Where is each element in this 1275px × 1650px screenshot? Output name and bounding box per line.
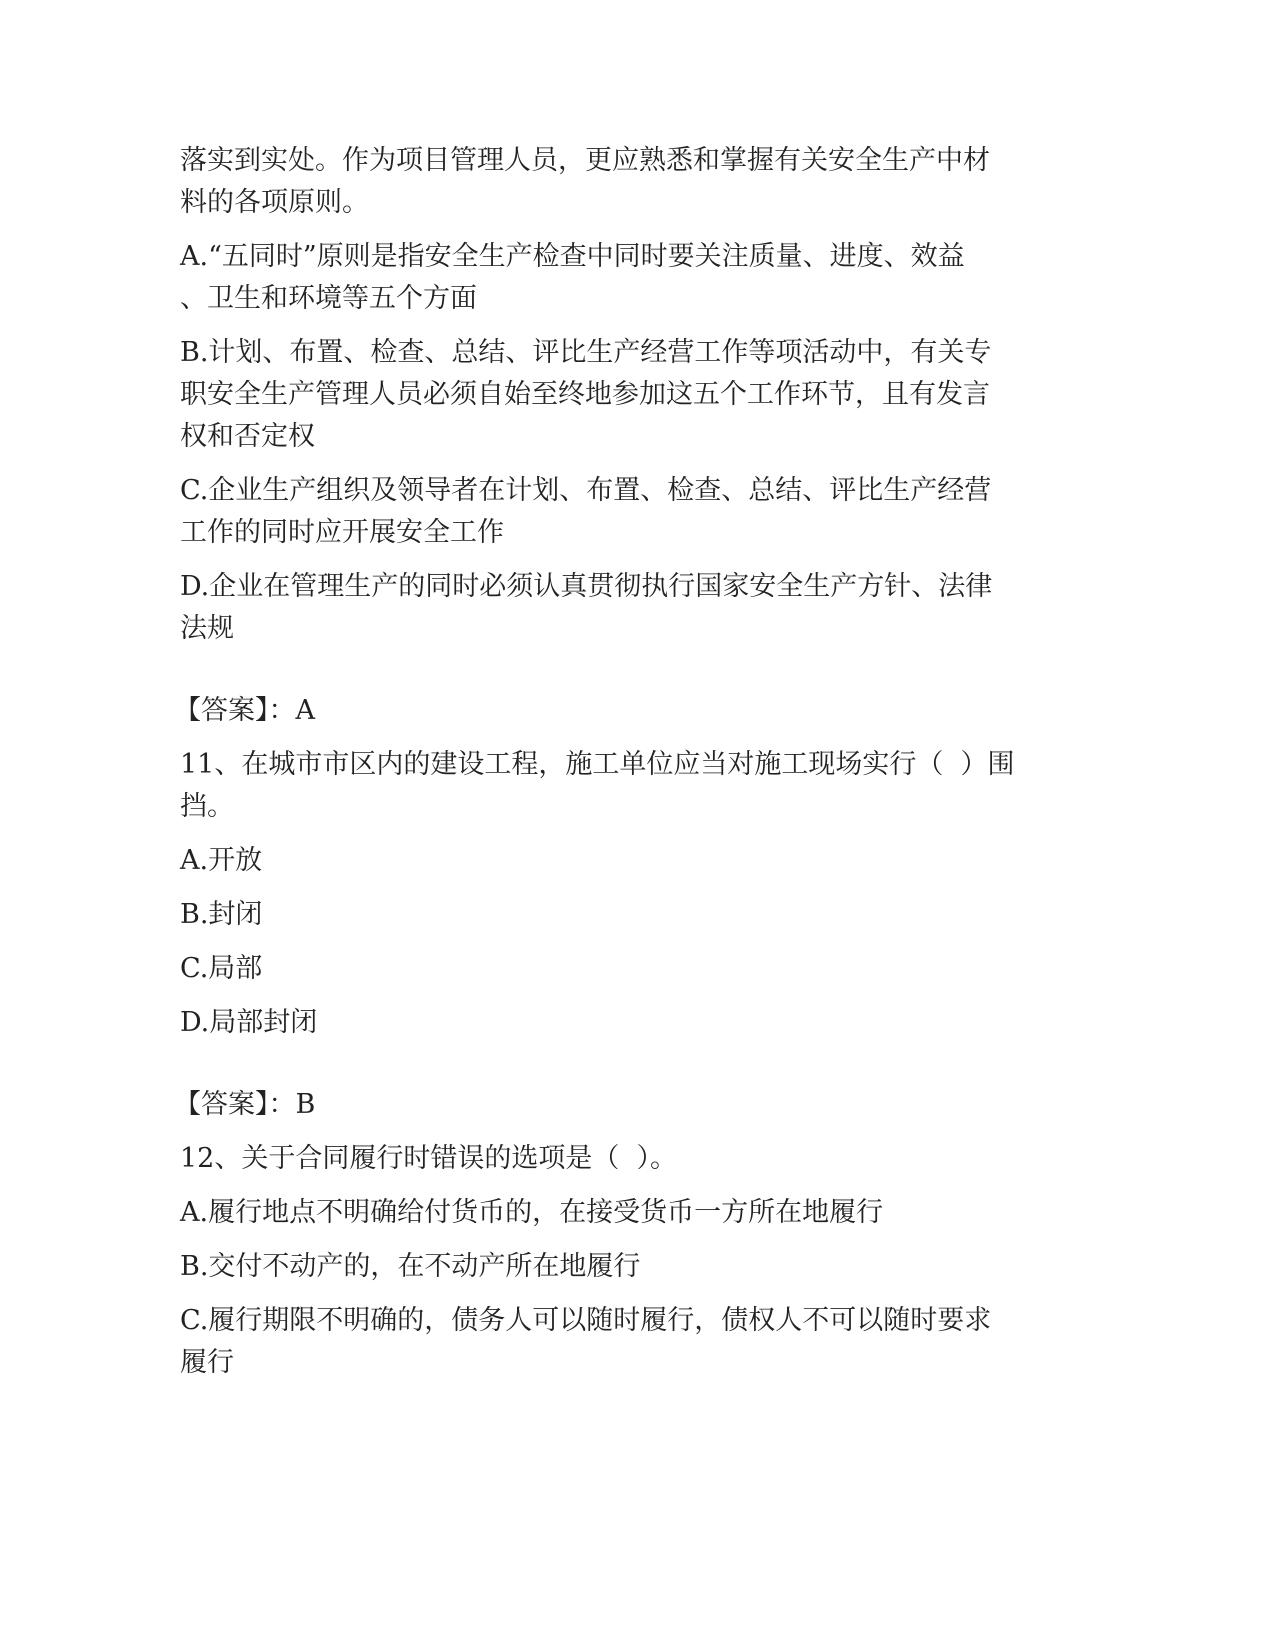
text-line: D.企业在管理生产的同时必须认真贯彻执行国家安全生产方针、法律 [180,571,993,602]
text-line: 12、关于合同履行时错误的选项是（ ）。 [180,1143,678,1174]
question-12-option-c [180,1300,1040,1384]
question-12-option-b [180,1246,1040,1288]
question-10-option-c [180,470,1040,554]
text-line: A.开放 [180,845,263,876]
text-line: 权和否定权 [180,421,315,452]
text-line: B.交付不动产的，在不动产所在地履行 [180,1251,641,1282]
question-11-option-b [180,894,1040,936]
question-10-answer [174,690,1040,732]
question-10-stem-continued [180,140,1040,224]
question-11-option-a [180,840,1040,882]
question-11-option-c [180,948,1040,990]
text-line: A.“五同时”原则是指安全生产检查中同时要关注质量、进度、效益 [180,241,965,272]
text-line: 履行 [180,1347,234,1378]
document-content [174,140,1040,1396]
text-line: 法规 [180,613,234,644]
text-line: A.履行地点不明确给付货币的，在接受货币一方所在地履行 [180,1197,884,1228]
question-12-option-a [180,1192,1040,1234]
text-line: C.企业生产组织及领导者在计划、布置、检查、总结、评比生产经营 [180,475,992,506]
text-line: C.履行期限不明确的，债务人可以随时履行，债权人不可以随时要求 [180,1305,992,1336]
text-line: 工作的同时应开展安全工作 [180,517,504,548]
question-10-option-d [180,566,1040,650]
text-line: B.封闭 [180,899,263,930]
text-line: 挡。 [180,791,234,822]
text-line: 、卫生和环境等五个方面 [180,283,477,314]
question-11-stem [180,744,1040,828]
answer-text: 【答案】：A [174,695,315,726]
text-line: B.计划、布置、检查、总结、评比生产经营工作等项活动中，有关专 [180,337,992,368]
text-line: C.局部 [180,953,263,984]
text-line: 料的各项原则。 [180,187,369,218]
question-11-answer [174,1084,1040,1126]
answer-text: 【答案】：B [174,1089,316,1120]
text-line: D.局部封闭 [180,1007,318,1038]
text-line: 职安全生产管理人员必须自始至终地参加这五个工作环节，且有发言 [180,379,990,410]
text-line: 11、在城市市区内的建设工程，施工单位应当对施工现场实行（ ）围 [180,749,1015,780]
text-line: 落实到实处。作为项目管理人员，更应熟悉和掌握有关安全生产中材 [180,145,990,176]
question-11-option-d [180,1002,1040,1044]
question-10-option-b [180,332,1040,458]
question-10-option-a [180,236,1040,320]
question-12-stem [180,1138,1040,1180]
